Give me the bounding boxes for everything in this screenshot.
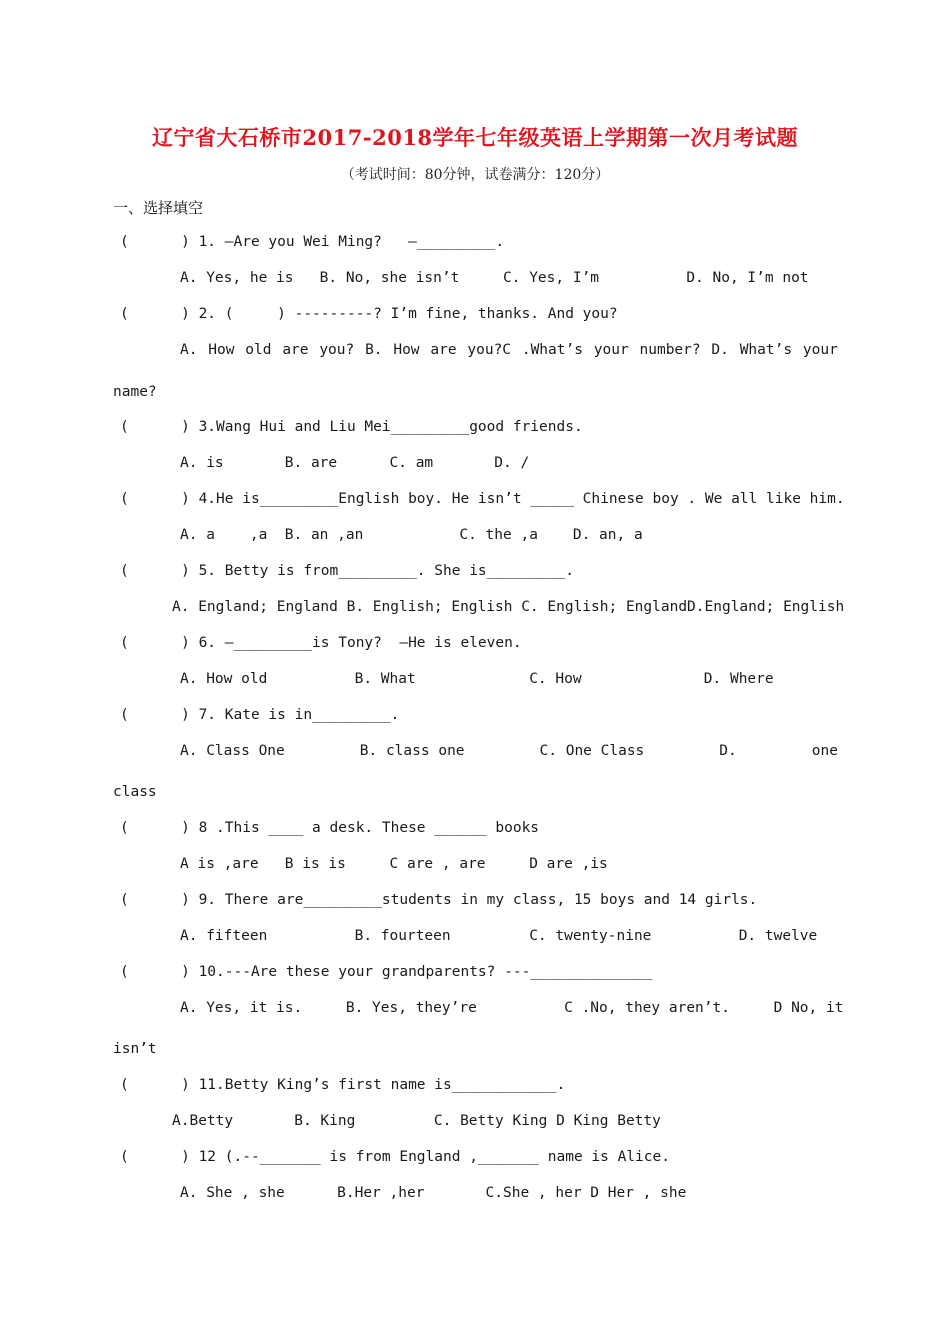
option-word: are [430, 342, 457, 358]
question-2-options [180, 340, 838, 360]
option-d-letter: D. [719, 743, 737, 759]
option-word: .What’s [521, 342, 583, 358]
question-5: ( ) 5. Betty is from_________. She is_________. [120, 563, 574, 579]
option-c: C. One Class [539, 743, 645, 759]
option-a: A. Class One [180, 743, 285, 759]
option-word: old [245, 342, 272, 358]
question-12-options: A. She , she B.Her ,her C.She , her D Her , she [180, 1185, 687, 1201]
option-word: number? [639, 342, 701, 358]
option-word: your [802, 342, 838, 358]
option-word: D. [711, 342, 729, 358]
option-word: B. [365, 342, 383, 358]
question-8: ( ) 8 .This ____ a desk. These ______ books [120, 820, 540, 836]
option-word: A. [180, 342, 198, 358]
question-3: ( ) 3.Wang Hui and Liu Mei_________good friends. [120, 419, 583, 435]
question-7: ( ) 7. Kate is in_________. [120, 707, 400, 723]
question-12: ( ) 12 (.--_______ is from England ,_______ name is Alice. [120, 1149, 670, 1165]
option-word: are [282, 342, 309, 358]
question-3-options: A. is B. are C. am D. / [180, 455, 530, 471]
question-10: ( ) 10.---Are these your grandparents? ---______________ [120, 964, 653, 980]
question-4-options: A. a ,a B. an ,an C. the ,a D. an, a [180, 527, 643, 543]
question-2: ( ) 2. ( ) ---------? I’m fine, thanks. And you? [120, 306, 618, 322]
section-heading: 一、选择填空 [113, 199, 204, 217]
question-10-options: A. Yes, it is. B. Yes, they’re C .No, they aren’t. D No, it [180, 1000, 844, 1016]
question-4: ( ) 4.He is_________English boy. He isn’t _____ Chinese boy . We all like him. [120, 491, 845, 507]
question-1: ( ) 1. —Are you Wei Ming? —_________. [120, 234, 505, 250]
option-word: your [593, 342, 629, 358]
question-1-options: A. Yes, he is B. No, she isn’t C. Yes, I’m D. No, I’m not [180, 270, 809, 286]
question-8-options: A is ,are B is is C are , are D are ,is [180, 856, 608, 872]
question-9-options: A. fifteen B. fourteen C. twenty-nine D. twelve [180, 928, 818, 944]
option-b: B. class one [359, 743, 465, 759]
question-2-options-continued: name? [113, 384, 157, 400]
option-word: you? [319, 342, 355, 358]
question-7-options [180, 741, 838, 761]
exam-subtitle: （考试时间：80分钟，试卷满分：120分） [340, 167, 610, 183]
exam-title: 辽宁省大石桥市2017-2018学年七年级英语上学期第一次月考试题 [151, 125, 799, 150]
question-5-options: A. England; England B. English; English C. English; EnglandD.England; English [172, 599, 845, 615]
option-word: How [393, 342, 420, 358]
question-11-options: A.Betty B. King C. Betty King D King Betty [172, 1113, 661, 1129]
option-d-word: one [811, 743, 838, 759]
question-6-options: A. How old B. What C. How D. Where [180, 671, 774, 687]
question-11: ( ) 11.Betty King’s first name is____________. [120, 1077, 566, 1093]
option-word: What’s [739, 342, 793, 358]
question-6: ( ) 6. —_________is Tony? —He is eleven. [120, 635, 522, 651]
option-word: How [208, 342, 235, 358]
question-10-options-continued: isn’t [113, 1041, 157, 1057]
question-7-options-continued: class [113, 784, 157, 800]
question-9: ( ) 9. There are_________students in my class, 15 boys and 14 girls. [120, 892, 758, 908]
option-word: you?C [467, 342, 512, 358]
